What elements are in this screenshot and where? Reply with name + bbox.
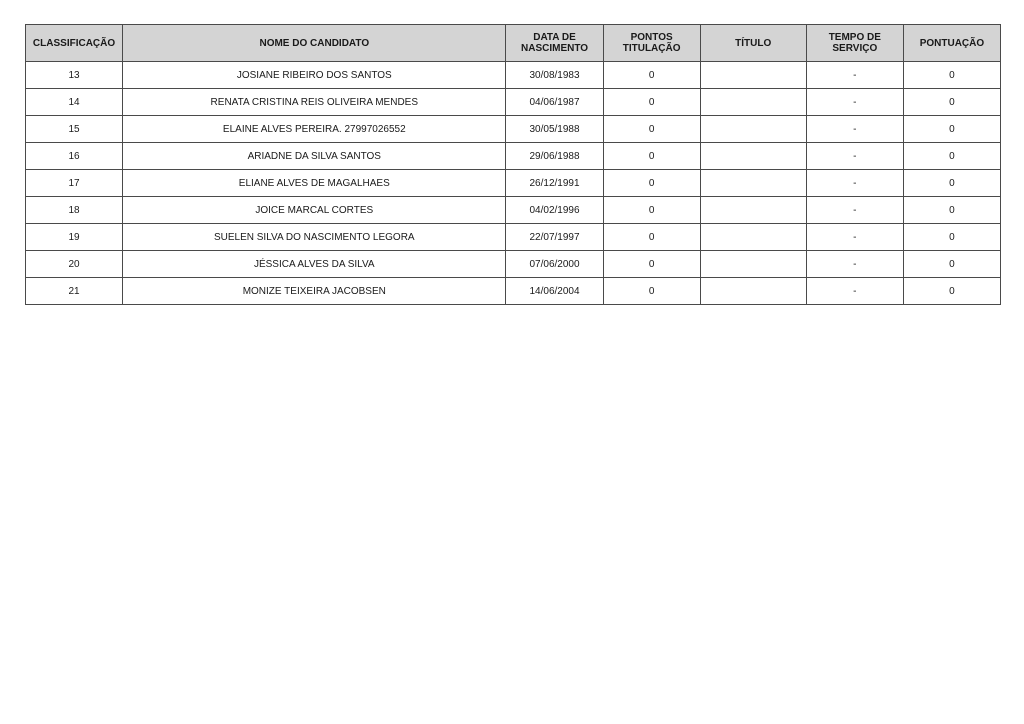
cell-pontuacao: 0: [903, 116, 1000, 143]
cell-classificacao: 14: [26, 89, 123, 116]
cell-data-nascimento: 04/02/1996: [506, 197, 603, 224]
cell-titulo: [700, 89, 806, 116]
header-pontuacao: PONTUAÇÃO: [903, 25, 1000, 62]
table-row: [26, 89, 1001, 116]
cell-nome-candidato: MONIZE TEIXEIRA JACOBSEN: [123, 278, 506, 305]
cell-tempo-servico: -: [806, 170, 903, 197]
cell-titulo: [700, 170, 806, 197]
header-titulo: TÍTULO: [700, 25, 806, 62]
cell-data-nascimento: 30/08/1983: [506, 62, 603, 89]
cell-titulo: [700, 224, 806, 251]
header-tempo-servico: TEMPO DE SERVIÇO: [806, 25, 903, 62]
cell-titulo: [700, 143, 806, 170]
cell-data-nascimento: 22/07/1997: [506, 224, 603, 251]
cell-nome-candidato: SUELEN SILVA DO NASCIMENTO LEGORA: [123, 224, 506, 251]
header-classificacao: CLASSIFICAÇÃO: [26, 25, 123, 62]
cell-nome-candidato: ELIANE ALVES DE MAGALHAES: [123, 170, 506, 197]
cell-tempo-servico: -: [806, 89, 903, 116]
cell-pontuacao: 0: [903, 251, 1000, 278]
table-row: [26, 224, 1001, 251]
cell-data-nascimento: 30/05/1988: [506, 116, 603, 143]
cell-pontuacao: 0: [903, 89, 1000, 116]
cell-nome-candidato: RENATA CRISTINA REIS OLIVEIRA MENDES: [123, 89, 506, 116]
cell-nome-candidato: JOICE MARCAL CORTES: [123, 197, 506, 224]
cell-pontos-titulacao: 0: [603, 89, 700, 116]
cell-pontos-titulacao: 0: [603, 62, 700, 89]
cell-pontuacao: 0: [903, 197, 1000, 224]
cell-pontos-titulacao: 0: [603, 278, 700, 305]
cell-titulo: [700, 278, 806, 305]
header-pontos-titulacao: PONTOS TITULAÇÃO: [603, 25, 700, 62]
cell-classificacao: 20: [26, 251, 123, 278]
cell-pontuacao: 0: [903, 143, 1000, 170]
cell-nome-candidato: ARIADNE DA SILVA SANTOS: [123, 143, 506, 170]
cell-titulo: [700, 251, 806, 278]
table-row: [26, 278, 1001, 305]
cell-data-nascimento: 04/06/1987: [506, 89, 603, 116]
cell-titulo: [700, 62, 806, 89]
cell-tempo-servico: -: [806, 197, 903, 224]
table-row: [26, 251, 1001, 278]
cell-tempo-servico: -: [806, 278, 903, 305]
cell-data-nascimento: 14/06/2004: [506, 278, 603, 305]
cell-pontos-titulacao: 0: [603, 143, 700, 170]
cell-pontos-titulacao: 0: [603, 116, 700, 143]
cell-tempo-servico: -: [806, 251, 903, 278]
cell-nome-candidato: ELAINE ALVES PEREIRA. 27997026552: [123, 116, 506, 143]
cell-titulo: [700, 197, 806, 224]
cell-pontos-titulacao: 0: [603, 197, 700, 224]
cell-data-nascimento: 26/12/1991: [506, 170, 603, 197]
cell-classificacao: 18: [26, 197, 123, 224]
table-row: [26, 143, 1001, 170]
cell-pontuacao: 0: [903, 278, 1000, 305]
cell-classificacao: 19: [26, 224, 123, 251]
cell-classificacao: 16: [26, 143, 123, 170]
cell-nome-candidato: JÉSSICA ALVES DA SILVA: [123, 251, 506, 278]
table-row: [26, 197, 1001, 224]
cell-pontos-titulacao: 0: [603, 251, 700, 278]
table-body: [26, 62, 1001, 305]
cell-data-nascimento: 29/06/1988: [506, 143, 603, 170]
cell-pontuacao: 0: [903, 62, 1000, 89]
cell-classificacao: 13: [26, 62, 123, 89]
cell-classificacao: 21: [26, 278, 123, 305]
table-row: [26, 116, 1001, 143]
cell-titulo: [700, 116, 806, 143]
cell-pontos-titulacao: 0: [603, 224, 700, 251]
classification-table: [25, 24, 1001, 305]
cell-pontuacao: 0: [903, 224, 1000, 251]
cell-tempo-servico: -: [806, 62, 903, 89]
table-row: [26, 170, 1001, 197]
cell-pontos-titulacao: 0: [603, 170, 700, 197]
header-row: [26, 25, 1001, 62]
cell-tempo-servico: -: [806, 224, 903, 251]
cell-tempo-servico: -: [806, 116, 903, 143]
cell-pontuacao: 0: [903, 170, 1000, 197]
header-data-nascimento: DATA DE NASCIMENTO: [506, 25, 603, 62]
cell-classificacao: 17: [26, 170, 123, 197]
table-row: [26, 62, 1001, 89]
cell-classificacao: 15: [26, 116, 123, 143]
table-header: [26, 25, 1001, 62]
cell-tempo-servico: -: [806, 143, 903, 170]
cell-data-nascimento: 07/06/2000: [506, 251, 603, 278]
header-nome-candidato: NOME DO CANDIDATO: [123, 25, 506, 62]
cell-nome-candidato: JOSIANE RIBEIRO DOS SANTOS: [123, 62, 506, 89]
